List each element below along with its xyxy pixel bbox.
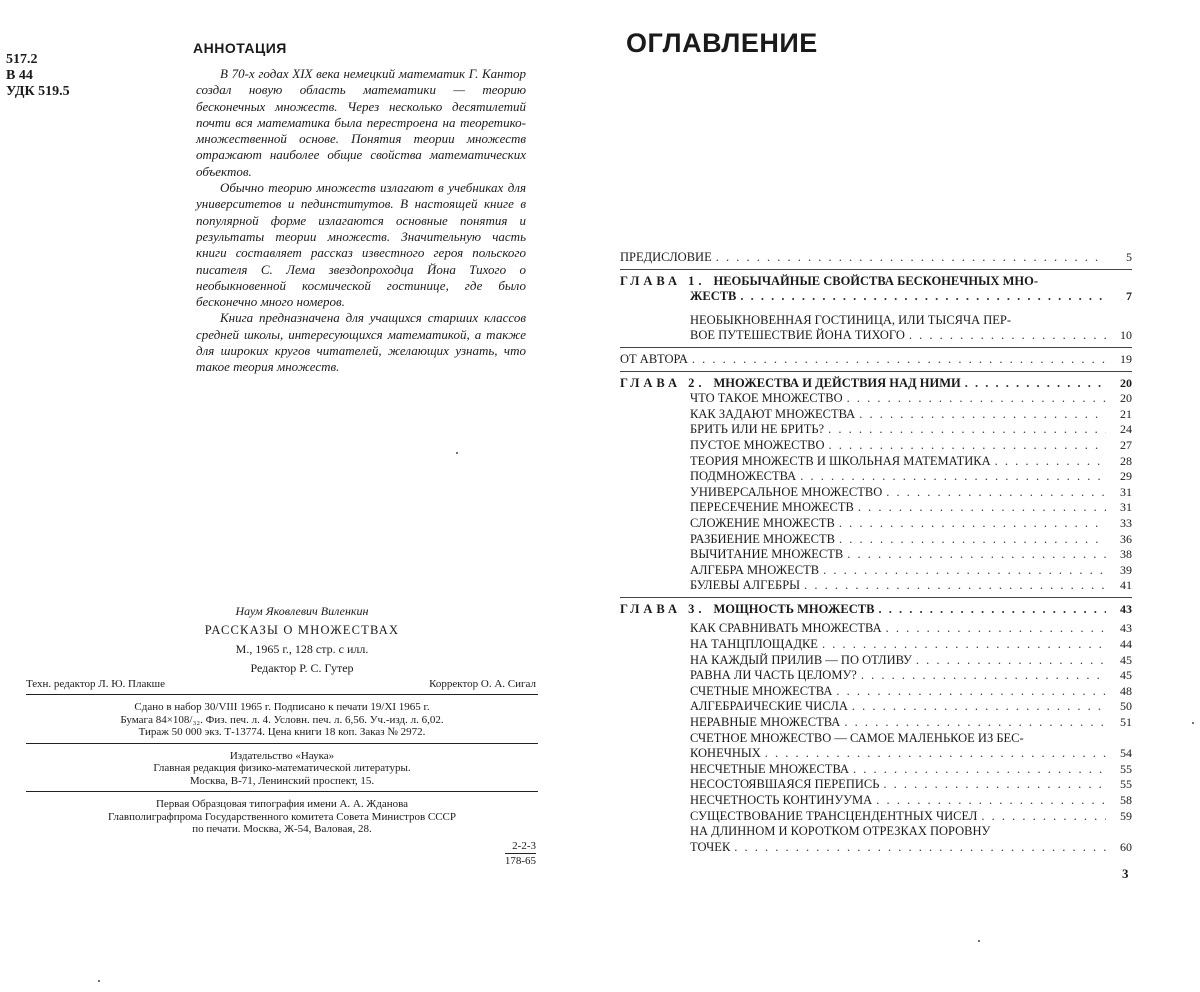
leader-dots bbox=[740, 289, 1106, 305]
toc-entry-hotel[interactable]: НЕОБЫКНОВЕННАЯ ГОСТИНИЦА, ИЛИ ТЫСЯЧА ПЕР- bbox=[690, 312, 1012, 327]
scan-speck bbox=[456, 452, 458, 454]
leader-dots bbox=[847, 391, 1106, 407]
code-top: 2-2-3 bbox=[512, 839, 536, 852]
chapter-3-sections-more bbox=[620, 762, 1132, 824]
leader-dots bbox=[853, 762, 1106, 778]
toc-page-number: 51 bbox=[1120, 715, 1132, 730]
leader-dots bbox=[859, 407, 1106, 423]
toc-entry-text: КОНЕЧНЫХ bbox=[690, 746, 761, 761]
toc-section-entry[interactable] bbox=[620, 699, 1132, 715]
toc-page-number: 39 bbox=[1120, 562, 1132, 577]
toc-entry-text: ПОДМНОЖЕСТВА bbox=[690, 469, 797, 484]
leader-dots bbox=[804, 578, 1106, 594]
publisher-line: Москва, В-71, Ленинский проспект, 15. bbox=[189, 774, 375, 787]
toc-divider bbox=[620, 597, 1132, 598]
toc-title: ОГЛАВЛЕНИЕ bbox=[626, 28, 818, 58]
toc-page-number: 45 bbox=[1120, 668, 1132, 683]
toc-entry-text: НЕСЧЕТНЫЕ МНОЖЕСТВА bbox=[690, 761, 850, 776]
toc-entry-text: АЛГЕБРАИЧЕСКИЕ ЧИСЛА bbox=[690, 699, 848, 714]
toc-page-number: 43 bbox=[1120, 601, 1132, 616]
toc-section-entry[interactable] bbox=[620, 777, 1132, 793]
imprint-print-data bbox=[26, 695, 538, 744]
toc-section-entry[interactable] bbox=[620, 793, 1132, 809]
code-bottom: 178-65 bbox=[504, 854, 536, 867]
toc-entry-text: РАЗБИЕНИЕ МНОЖЕСТВ bbox=[690, 531, 835, 546]
toc-entry-text: УНИВЕРСАЛЬНОЕ МНОЖЕСТВО bbox=[690, 484, 883, 499]
toc-entry-text: НА ТАНЦПЛОЩАДКЕ bbox=[690, 637, 818, 652]
leader-dots bbox=[909, 328, 1106, 344]
leader-dots bbox=[858, 500, 1106, 516]
imprint-publisher bbox=[26, 744, 538, 793]
toc-chapter-2[interactable] bbox=[620, 376, 1132, 392]
leader-dots bbox=[981, 809, 1106, 825]
toc-page-number: 20 bbox=[1120, 375, 1132, 390]
toc-page-number: 60 bbox=[1120, 839, 1132, 854]
print-data-line: Сдано в набор 30/VIII 1965 г. Подписано к печати 19/XI 1965 г. bbox=[134, 701, 430, 713]
classification-code: УДК 519.5 bbox=[6, 84, 70, 99]
leader-dots bbox=[916, 653, 1106, 669]
leader-dots bbox=[836, 684, 1106, 700]
toc-entry-segments[interactable]: НА ДЛИННОМ И КОРОТКОМ ОТРЕЗКАХ ПОРОВНУ bbox=[690, 824, 991, 839]
toc-section-entry[interactable] bbox=[620, 532, 1132, 548]
leader-dots bbox=[886, 485, 1106, 501]
imprint-author: Наум Яковлевич Виленкин bbox=[235, 604, 369, 618]
annotation-body bbox=[196, 66, 526, 376]
toc-entry-text: ПРЕДИСЛОВИЕ bbox=[620, 250, 712, 264]
toc-page-number: 48 bbox=[1120, 683, 1132, 698]
imprint-code bbox=[26, 840, 536, 868]
leader-dots bbox=[847, 547, 1106, 563]
chapter-label: ГЛАВА 3. bbox=[620, 601, 706, 616]
leader-dots bbox=[839, 516, 1106, 532]
toc-entry-text: ЧТО ТАКОЕ МНОЖЕСТВО bbox=[690, 391, 843, 406]
toc-entry-text: ОТ АВТОРА bbox=[620, 351, 688, 366]
toc-section-entry[interactable] bbox=[620, 422, 1132, 438]
toc-entry-text: СУЩЕСТВОВАНИЕ ТРАНСЦЕНДЕНТНЫХ ЧИСЕЛ bbox=[690, 808, 978, 823]
toc-section-entry[interactable] bbox=[620, 684, 1132, 700]
leader-dots bbox=[822, 637, 1106, 653]
scan-speck bbox=[1192, 722, 1194, 724]
imprint-editor: Редактор Р. С. Гутер bbox=[250, 661, 354, 675]
publisher-line: Главная редакция физико-математической литературы. bbox=[153, 762, 411, 774]
toc-entry-text: РАВНА ЛИ ЧАСТЬ ЦЕЛОМУ? bbox=[690, 668, 857, 683]
classification-codes bbox=[6, 52, 70, 100]
leader-dots bbox=[839, 532, 1106, 548]
classification-code: В 44 bbox=[6, 68, 33, 83]
publisher-line: Издательство «Наука» bbox=[229, 749, 335, 762]
toc-section-entry[interactable] bbox=[620, 438, 1132, 454]
imprint-publication: М., 1965 г., 128 стр. с илл. bbox=[235, 642, 369, 656]
toc-page-number: 29 bbox=[1120, 469, 1132, 484]
toc-section-entry[interactable] bbox=[620, 563, 1132, 579]
toc-entry-text: ПУСТОЕ МНОЖЕСТВО bbox=[690, 437, 825, 452]
toc-section-entry[interactable] bbox=[620, 621, 1132, 637]
chapter-3-sections bbox=[620, 621, 1132, 730]
imprint-staff-row bbox=[26, 678, 538, 695]
annotation-paragraph: Обычно теорию множеств излагают в учебниках для университетов и пединститутов. В настоящей книге в популярной форме излагаются основные понятия и результаты теории множеств. Значительную часть книги составляет рассказ известного героя польского писателя С. Лема звездопроходца Йона Тихого о необыкновенной космической гостинице, где было бесконечно много номеров. bbox=[196, 180, 526, 310]
toc-page-number: 41 bbox=[1120, 578, 1132, 593]
toc-entry-text: ВОЕ ПУТЕШЕСТВИЕ ЙОНА ТИХОГО bbox=[690, 328, 905, 343]
toc-page-number: 50 bbox=[1120, 699, 1132, 714]
toc-page-number: 21 bbox=[1120, 406, 1132, 421]
toc-entry-text: НЕСОСТОЯВШАЯСЯ ПЕРЕПИСЬ bbox=[690, 777, 880, 792]
toc-section-entry[interactable] bbox=[620, 516, 1132, 532]
toc-divider bbox=[620, 371, 1132, 372]
leader-dots bbox=[852, 699, 1106, 715]
imprint-title: РАССКАЗЫ О МНОЖЕСТВАХ bbox=[204, 623, 400, 637]
toc-entry-text: ПЕРЕСЕЧЕНИЕ МНОЖЕСТВ bbox=[690, 500, 854, 515]
leader-dots bbox=[828, 422, 1106, 438]
toc-entry-text: НЕСЧЕТНОСТЬ КОНТИНУУМА bbox=[690, 793, 873, 807]
toc-page-number: 5 bbox=[1126, 250, 1132, 264]
toc-page-number: 31 bbox=[1120, 500, 1132, 515]
leader-dots bbox=[716, 250, 1106, 266]
toc-section-entry[interactable] bbox=[620, 578, 1132, 594]
toc-section-entry[interactable] bbox=[620, 653, 1132, 669]
toc-section-entry[interactable] bbox=[620, 547, 1132, 563]
chapter-label: ГЛАВА 2. bbox=[620, 375, 706, 390]
toc-page-number: 27 bbox=[1120, 437, 1132, 452]
imprint-block bbox=[26, 604, 538, 868]
toc-entry-text: КАК СРАВНИВАТЬ МНОЖЕСТВА bbox=[690, 621, 882, 636]
toc-section-entry[interactable] bbox=[620, 762, 1132, 778]
printer-line: Главполиграфпрома Государственного комитета Совета Министров СССР bbox=[107, 810, 457, 823]
toc-page-number: 43 bbox=[1120, 621, 1132, 636]
toc-chapter-1-cont bbox=[620, 289, 1132, 305]
toc-section-entry[interactable] bbox=[620, 500, 1132, 516]
chapter-title-cont: ЖЕСТВ bbox=[690, 289, 737, 304]
print-data-line: Бумага 84×108/₃₂. Физ. печ. л. 4. Условн. печ. л. 6,56. Уч.-изд. л. 6,02. bbox=[120, 713, 444, 726]
toc-section-entry[interactable] bbox=[620, 637, 1132, 653]
toc-page-number: 54 bbox=[1120, 746, 1132, 761]
toc-entry-hotel-cont bbox=[620, 328, 1132, 344]
toc-section-entry[interactable] bbox=[620, 391, 1132, 407]
print-data-line: Тираж 50 000 экз. Т-13774. Цена книги 18 коп. Заказ № 2972. bbox=[138, 726, 426, 738]
toc-section-entry[interactable] bbox=[620, 454, 1132, 470]
toc-section-entry[interactable] bbox=[620, 668, 1132, 684]
toc-entry-smallest-infinite-cont bbox=[620, 746, 1132, 762]
toc-entry-segments-cont bbox=[620, 840, 1132, 856]
toc-entry-text: ТОЧЕК bbox=[690, 839, 731, 854]
annotation-title: АННОТАЦИЯ bbox=[193, 40, 287, 56]
leader-dots bbox=[800, 469, 1106, 485]
toc-page-number: 20 bbox=[1120, 391, 1132, 406]
toc-entry-text: АЛГЕБРА МНОЖЕСТВ bbox=[690, 562, 820, 577]
leader-dots bbox=[734, 840, 1106, 856]
toc-entry-text: НА КАЖДЫЙ ПРИЛИВ — ПО ОТЛИВУ bbox=[690, 652, 912, 667]
toc-chapter-1[interactable] bbox=[620, 274, 1132, 290]
imprint-tech-editor: Техн. редактор Л. Ю. Плакше bbox=[26, 678, 166, 690]
toc-entry-text: СЛОЖЕНИЕ МНОЖЕСТВ bbox=[690, 515, 835, 530]
toc-entry-smallest-infinite[interactable]: СЧЕТНОЕ МНОЖЕСТВО — САМОЕ МАЛЕНЬКОЕ ИЗ БЕС- bbox=[690, 730, 1024, 745]
leader-dots bbox=[995, 454, 1106, 470]
toc-page-number: 7 bbox=[1126, 289, 1132, 304]
classification-code: 517.2 bbox=[6, 52, 38, 67]
toc-page-number: 33 bbox=[1120, 515, 1132, 530]
chapter-title: НЕОБЫЧАЙНЫЕ СВОЙСТВА БЕСКОНЕЧНЫХ МНО- bbox=[713, 273, 1038, 288]
toc-entry-preface[interactable] bbox=[620, 250, 1132, 266]
chapter-title: МНОЖЕСТВА И ДЕЙСТВИЯ НАД НИМИ bbox=[713, 375, 961, 390]
leader-dots bbox=[886, 621, 1106, 637]
scan-speck bbox=[98, 980, 100, 982]
printer-line: по печати. Москва, Ж-54, Валовая, 28. bbox=[192, 823, 372, 835]
leader-dots bbox=[965, 376, 1106, 392]
leader-dots bbox=[765, 746, 1106, 762]
imprint-printer bbox=[26, 792, 538, 840]
chapter-2-sections bbox=[620, 391, 1132, 594]
toc-chapter-3[interactable] bbox=[620, 602, 1132, 618]
leader-dots bbox=[878, 602, 1106, 618]
leader-dots bbox=[823, 563, 1106, 579]
toc-page-number: 38 bbox=[1120, 547, 1132, 562]
toc-page-number: 19 bbox=[1120, 351, 1132, 366]
toc-page-number: 59 bbox=[1120, 808, 1132, 823]
leader-dots bbox=[861, 668, 1106, 684]
imprint-corrector: Корректор О. А. Сигал bbox=[429, 678, 536, 690]
toc-section-entry[interactable] bbox=[620, 485, 1132, 501]
toc-page-number: 36 bbox=[1120, 531, 1132, 546]
toc-page-number: 31 bbox=[1120, 484, 1132, 499]
toc-divider bbox=[620, 269, 1132, 270]
annotation-paragraph: В 70-х годах XIX века немецкий математик Г. Кантор создал новую область математики — теорию бесконечных множеств. Через несколько десятилетий почти вся математика была перестроена на теоретико-множественной основе. Понятия теории множеств отражают наиболее общие свойства математических объектов. bbox=[196, 66, 526, 179]
leader-dots bbox=[883, 777, 1106, 793]
chapter-title: МОЩНОСТЬ МНОЖЕСТВ bbox=[713, 601, 875, 616]
leader-dots bbox=[692, 352, 1106, 368]
toc-entry-author-note[interactable] bbox=[620, 352, 1132, 368]
leader-dots bbox=[844, 715, 1106, 731]
toc-entry-text: ВЫЧИТАНИЕ МНОЖЕСТВ bbox=[690, 547, 844, 562]
chapter-label: ГЛАВА 1. bbox=[620, 273, 706, 288]
scan-speck bbox=[978, 940, 980, 942]
toc-section-entry[interactable] bbox=[620, 715, 1132, 731]
toc-page-number: 58 bbox=[1120, 793, 1132, 807]
toc-entry-text: КАК ЗАДАЮТ МНОЖЕСТВА bbox=[690, 406, 856, 421]
leader-dots bbox=[829, 438, 1106, 454]
toc-section-entry[interactable] bbox=[620, 809, 1132, 825]
toc-page-number: 28 bbox=[1120, 453, 1132, 468]
toc-page-number: 24 bbox=[1120, 422, 1132, 437]
toc-page-number: 55 bbox=[1120, 761, 1132, 776]
leader-dots bbox=[876, 793, 1106, 809]
toc-page-number: 45 bbox=[1120, 652, 1132, 667]
toc-page-number: 10 bbox=[1120, 328, 1132, 343]
toc-entry-text: СЧЕТНЫЕ МНОЖЕСТВА bbox=[690, 683, 833, 698]
toc-divider bbox=[620, 347, 1132, 348]
toc-section-entry[interactable] bbox=[620, 407, 1132, 423]
toc-page-number: 55 bbox=[1120, 777, 1132, 792]
page-number: 3 bbox=[1122, 866, 1129, 881]
table-of-contents bbox=[620, 250, 1132, 855]
toc-page-number: 44 bbox=[1120, 637, 1132, 652]
toc-entry-text: БУЛЕВЫ АЛГЕБРЫ bbox=[690, 578, 801, 593]
toc-entry-text: БРИТЬ ИЛИ НЕ БРИТЬ? bbox=[690, 422, 825, 437]
toc-entry-text: НЕРАВНЫЕ МНОЖЕСТВА bbox=[690, 715, 841, 730]
printer-line: Первая Образцовая типография имени А. А. Жданова bbox=[155, 798, 409, 810]
toc-entry-text: ТЕОРИЯ МНОЖЕСТВ И ШКОЛЬНАЯ МАТЕМАТИКА bbox=[690, 453, 991, 468]
toc-section-entry[interactable] bbox=[620, 469, 1132, 485]
annotation-paragraph: Книга предназначена для учащихся старших классов средней школы, интересующихся математикой, а также для широких кругов читателей, желающих узнать, что такое теория множеств. bbox=[196, 310, 526, 375]
